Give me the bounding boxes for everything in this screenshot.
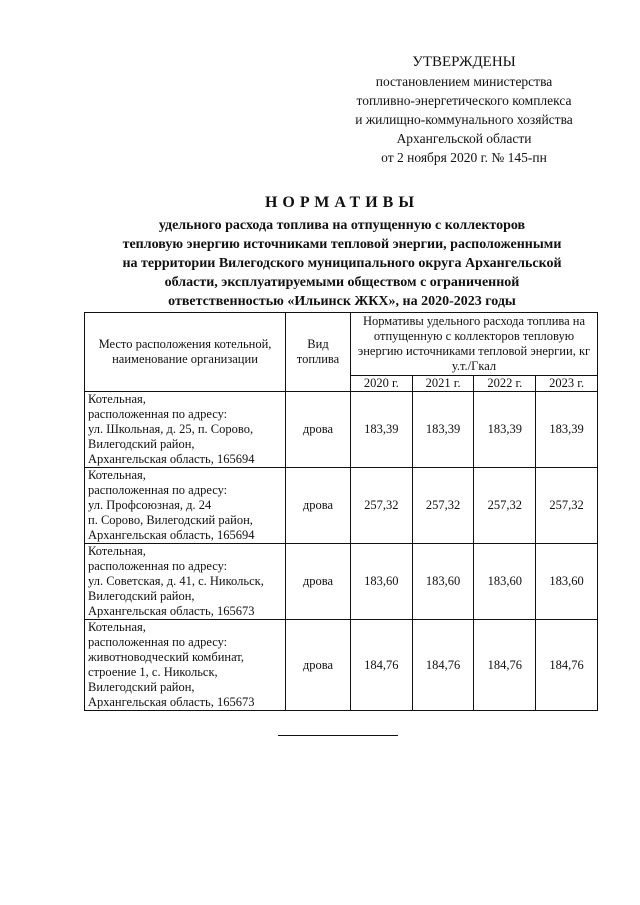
approval-line: и жилищно-коммунального хозяйства: [355, 112, 573, 127]
approval-line: от 2 ноября 2020 г. № 145-пн: [381, 150, 547, 165]
place-line: Архангельская область, 165694: [88, 528, 255, 542]
place-line: ул. Школьная, д. 25, п. Сорово,: [88, 422, 254, 436]
value-cell: 183,39: [536, 392, 598, 468]
fuel-cell: дрова: [286, 544, 351, 620]
norms-table: [84, 312, 598, 711]
place-line: расположенная по адресу:: [88, 559, 228, 573]
fuel-cell: дрова: [286, 468, 351, 544]
value-cell: 257,32: [412, 468, 474, 544]
value-cell: 257,32: [474, 468, 536, 544]
place-line: Вилегодский район,: [88, 437, 195, 451]
place-line: Вилегодский район,: [88, 589, 195, 603]
table-row: [85, 620, 598, 711]
place-line: Архангельская область, 165673: [88, 695, 255, 709]
approval-line: Архангельской области: [396, 131, 532, 146]
place-line: Архангельская область, 165673: [88, 604, 255, 618]
value-cell: 184,76: [412, 620, 474, 711]
value-cell: 183,39: [474, 392, 536, 468]
title-line: ответственностью «Ильинск ЖКХ», на 2020-2023 годы: [168, 294, 516, 309]
value-cell: 257,32: [351, 468, 413, 544]
value-cell: 184,76: [536, 620, 598, 711]
closing-rule: [278, 735, 398, 736]
value-cell: 183,60: [474, 544, 536, 620]
value-cell: 183,60: [412, 544, 474, 620]
place-line: Котельная,: [88, 468, 146, 482]
place-line: расположенная по адресу:: [88, 483, 228, 497]
place-line: п. Сорово, Вилегодский район,: [88, 513, 253, 527]
document-title: [100, 192, 584, 311]
fuel-cell: дрова: [286, 620, 351, 711]
place-cell: [85, 544, 286, 620]
approval-line: топливно-энергетического комплекса: [356, 93, 572, 108]
header-year: 2023 г.: [536, 376, 598, 392]
place-line: строение 1, с. Никольск,: [88, 665, 218, 679]
place-line: ул. Советская, д. 41, с. Никольск,: [88, 574, 264, 588]
title-line: области, эксплуатируемыми обществом с ограниченной: [164, 275, 520, 290]
approval-heading: УТВЕРЖДЕНЫ: [412, 54, 516, 70]
header-norms: Нормативы удельного расхода топлива на отпущенную с коллекторов тепловую энергию источниками тепловой энергии, кг у.т./Гкал: [351, 313, 598, 376]
fuel-cell: дрова: [286, 392, 351, 468]
value-cell: 184,76: [351, 620, 413, 711]
place-line: расположенная по адресу:: [88, 635, 228, 649]
title-line: тепловую энергию источниками тепловой энергии, расположенными: [122, 237, 562, 252]
place-line: расположенная по адресу:: [88, 407, 228, 421]
value-cell: 257,32: [536, 468, 598, 544]
place-line: Архангельская область, 165694: [88, 452, 255, 466]
value-cell: 183,60: [536, 544, 598, 620]
header-fuel: Вид топлива: [286, 313, 351, 392]
value-cell: 184,76: [474, 620, 536, 711]
header-year: 2021 г.: [412, 376, 474, 392]
header-year: 2020 г.: [351, 376, 413, 392]
place-line: животноводческий комбинат,: [88, 650, 244, 664]
title-line: на территории Вилегодского муниципального округа Архангельской: [122, 256, 562, 271]
place-line: Котельная,: [88, 620, 146, 634]
value-cell: 183,60: [351, 544, 413, 620]
place-cell: [85, 468, 286, 544]
place-cell: [85, 620, 286, 711]
header-place: Место расположения котельной, наименование организации: [85, 313, 286, 392]
value-cell: 183,39: [412, 392, 474, 468]
table-row: [85, 392, 598, 468]
title-main: НОРМАТИВЫ: [264, 194, 420, 211]
header-year: 2022 г.: [474, 376, 536, 392]
approval-line: постановлением министерства: [375, 74, 553, 89]
table-row: [85, 544, 598, 620]
place-line: Котельная,: [88, 392, 146, 406]
title-line: удельного расхода топлива на отпущенную с коллекторов: [158, 218, 526, 233]
approval-block: [340, 52, 588, 167]
place-line: Вилегодский район,: [88, 680, 195, 694]
table-row: [85, 468, 598, 544]
place-cell: [85, 392, 286, 468]
place-line: Котельная,: [88, 544, 146, 558]
value-cell: 183,39: [351, 392, 413, 468]
place-line: ул. Профсоюзная, д. 24: [88, 498, 212, 512]
